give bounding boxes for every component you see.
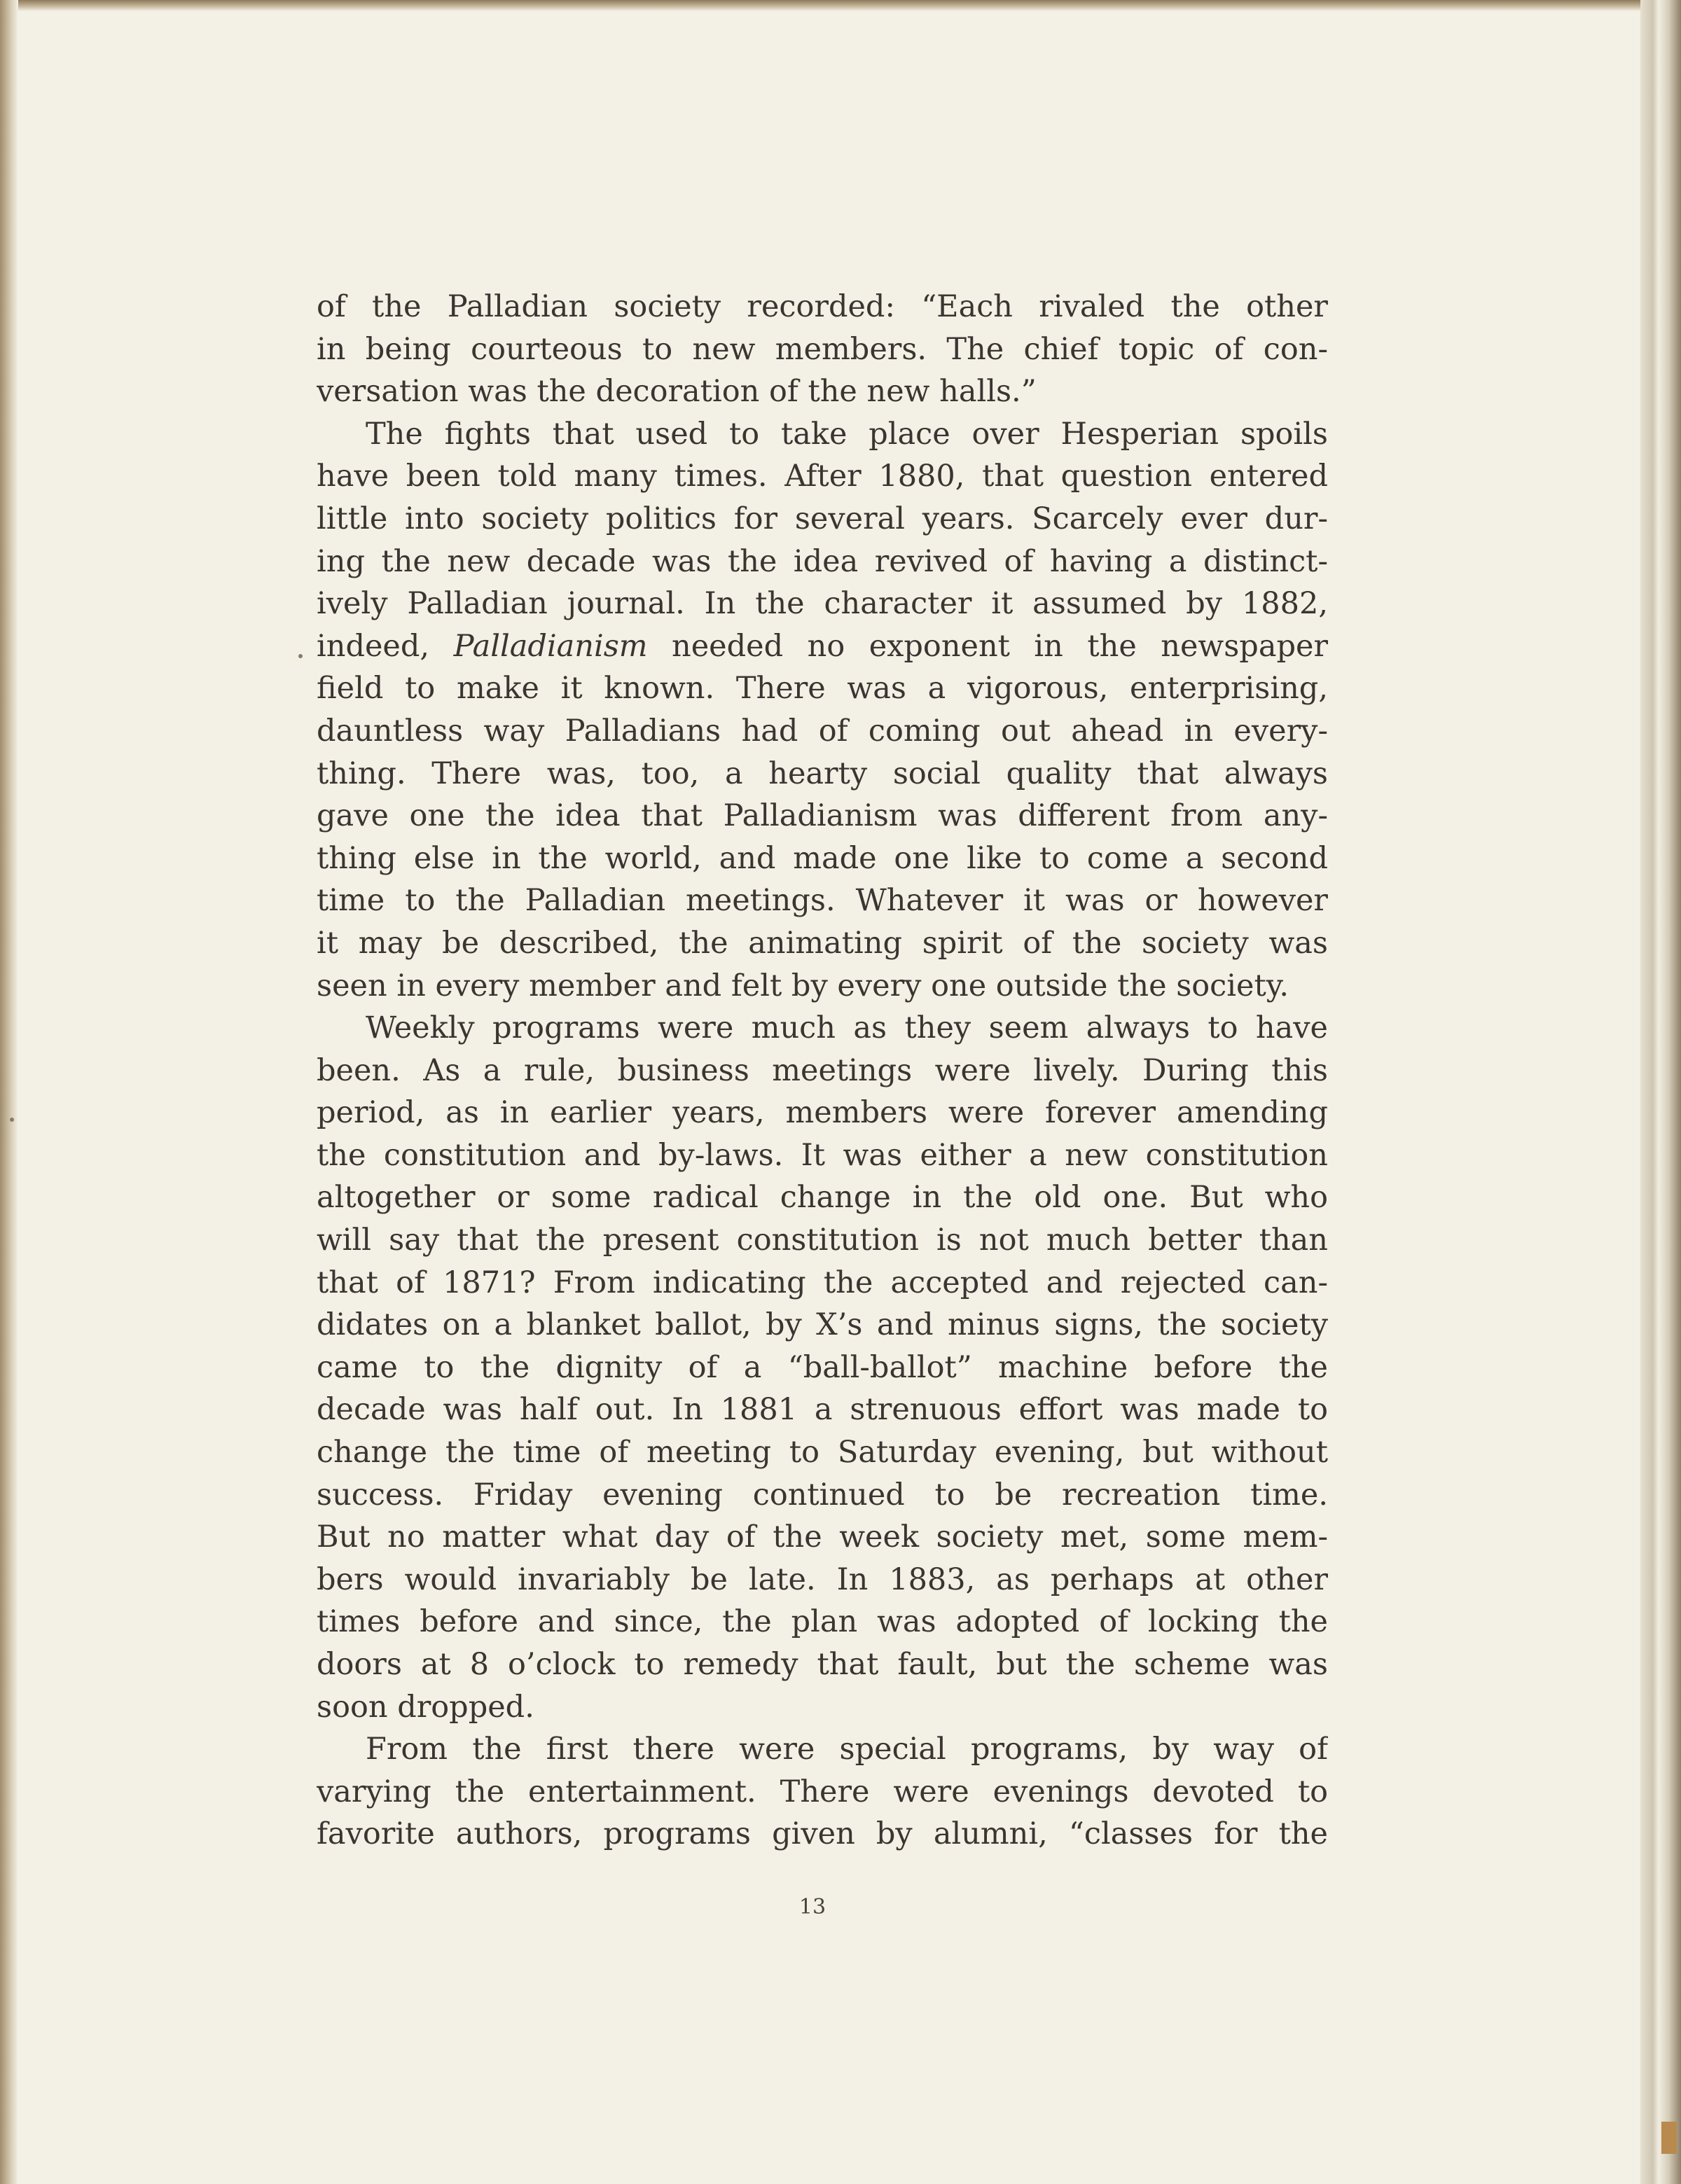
book-right-edge <box>1640 0 1681 2184</box>
text-line: didates on a blanket ballot, by X’s and minus signs, the society <box>317 1307 1328 1343</box>
text-line: decade was half out. In 1881 a strenuous effort was made to <box>317 1392 1328 1428</box>
text-line: The fights that used to take place over Hesperian spoils <box>366 416 1328 452</box>
text-line: thing else in the world, and made one like to come a second <box>317 840 1328 876</box>
text-line: that of 1871? From indicating the accepted and rejected can- <box>317 1265 1328 1300</box>
italic-term: Palladianism <box>453 628 648 664</box>
text-line: bers would invariably be late. In 1883, as perhaps at other <box>317 1562 1328 1597</box>
text-line: indeed, Palladianism needed no exponent in the newspaper <box>317 628 1328 664</box>
text-line: ively Palladian journal. In the character it assumed by 1882, <box>317 586 1328 622</box>
text-line: of the Palladian society recorded: “Each rivaled the other <box>317 289 1328 324</box>
text-line: will say that the present constitution is not much better than <box>317 1223 1328 1258</box>
text-line: ing the new decade was the idea revived of having a distinct- <box>317 543 1328 579</box>
margin-mark <box>10 1118 14 1122</box>
text-line: gave one the idea that Palladianism was different from any- <box>317 798 1328 834</box>
text-line: came to the dignity of a “ball-ballot” machine before the <box>317 1349 1328 1385</box>
text-line: change the time of meeting to Saturday evening, but without <box>317 1435 1328 1470</box>
text-line: have been told many times. After 1880, that question entered <box>317 459 1328 494</box>
text-line: field to make it known. There was a vigorous, enterprising, <box>317 671 1328 707</box>
page-top-edge <box>0 0 1681 11</box>
text-line: little into society politics for several years. Scarcely ever dur- <box>317 501 1328 536</box>
binding-tab <box>1661 2122 1677 2154</box>
text-line: dauntless way Palladians had of coming out ahead in every- <box>317 713 1328 749</box>
text-line: time to the Palladian meetings. Whatever it was or however <box>317 883 1328 919</box>
body-text <box>317 286 1328 1856</box>
text-line: doors at 8 o’clock to remedy that fault, but the scheme was <box>317 1647 1328 1682</box>
margin-mark <box>298 654 303 658</box>
text-line: seen in every member and felt by every one outside the society. <box>317 968 1289 1003</box>
text-line: From the first there were special programs, by way of <box>366 1732 1328 1767</box>
text-line: altogether or some radical change in the old one. But who <box>317 1180 1328 1216</box>
text-line: favorite authors, programs given by alumni, “classes for the <box>317 1816 1328 1852</box>
text-line: But no matter what day of the week society met, some mem- <box>317 1519 1328 1555</box>
text-line: varying the entertainment. There were evenings devoted to <box>317 1774 1328 1809</box>
text-line: soon dropped. <box>317 1689 534 1725</box>
text-line: versation was the decoration of the new halls.” <box>317 374 1037 410</box>
page-left-edge <box>0 0 18 2184</box>
text-line: period, as in earlier years, members were forever amending <box>317 1095 1328 1131</box>
text-line: thing. There was, too, a hearty social quality that always <box>317 756 1328 791</box>
text-line: in being courteous to new members. The chief topic of con- <box>317 331 1328 367</box>
text-line: times before and since, the plan was adopted of locking the <box>317 1604 1328 1640</box>
text-line: the constitution and by-laws. It was either a new constitution <box>317 1137 1328 1173</box>
text-line: been. As a rule, business meetings were lively. During this <box>317 1052 1328 1088</box>
text-line: success. Friday evening continued to be recreation time. <box>317 1477 1328 1512</box>
text-line: it may be described, the animating spirit of the society was <box>317 925 1328 961</box>
page-number: 13 <box>798 1895 826 1919</box>
text-line: Weekly programs were much as they seem always to have <box>366 1010 1328 1046</box>
